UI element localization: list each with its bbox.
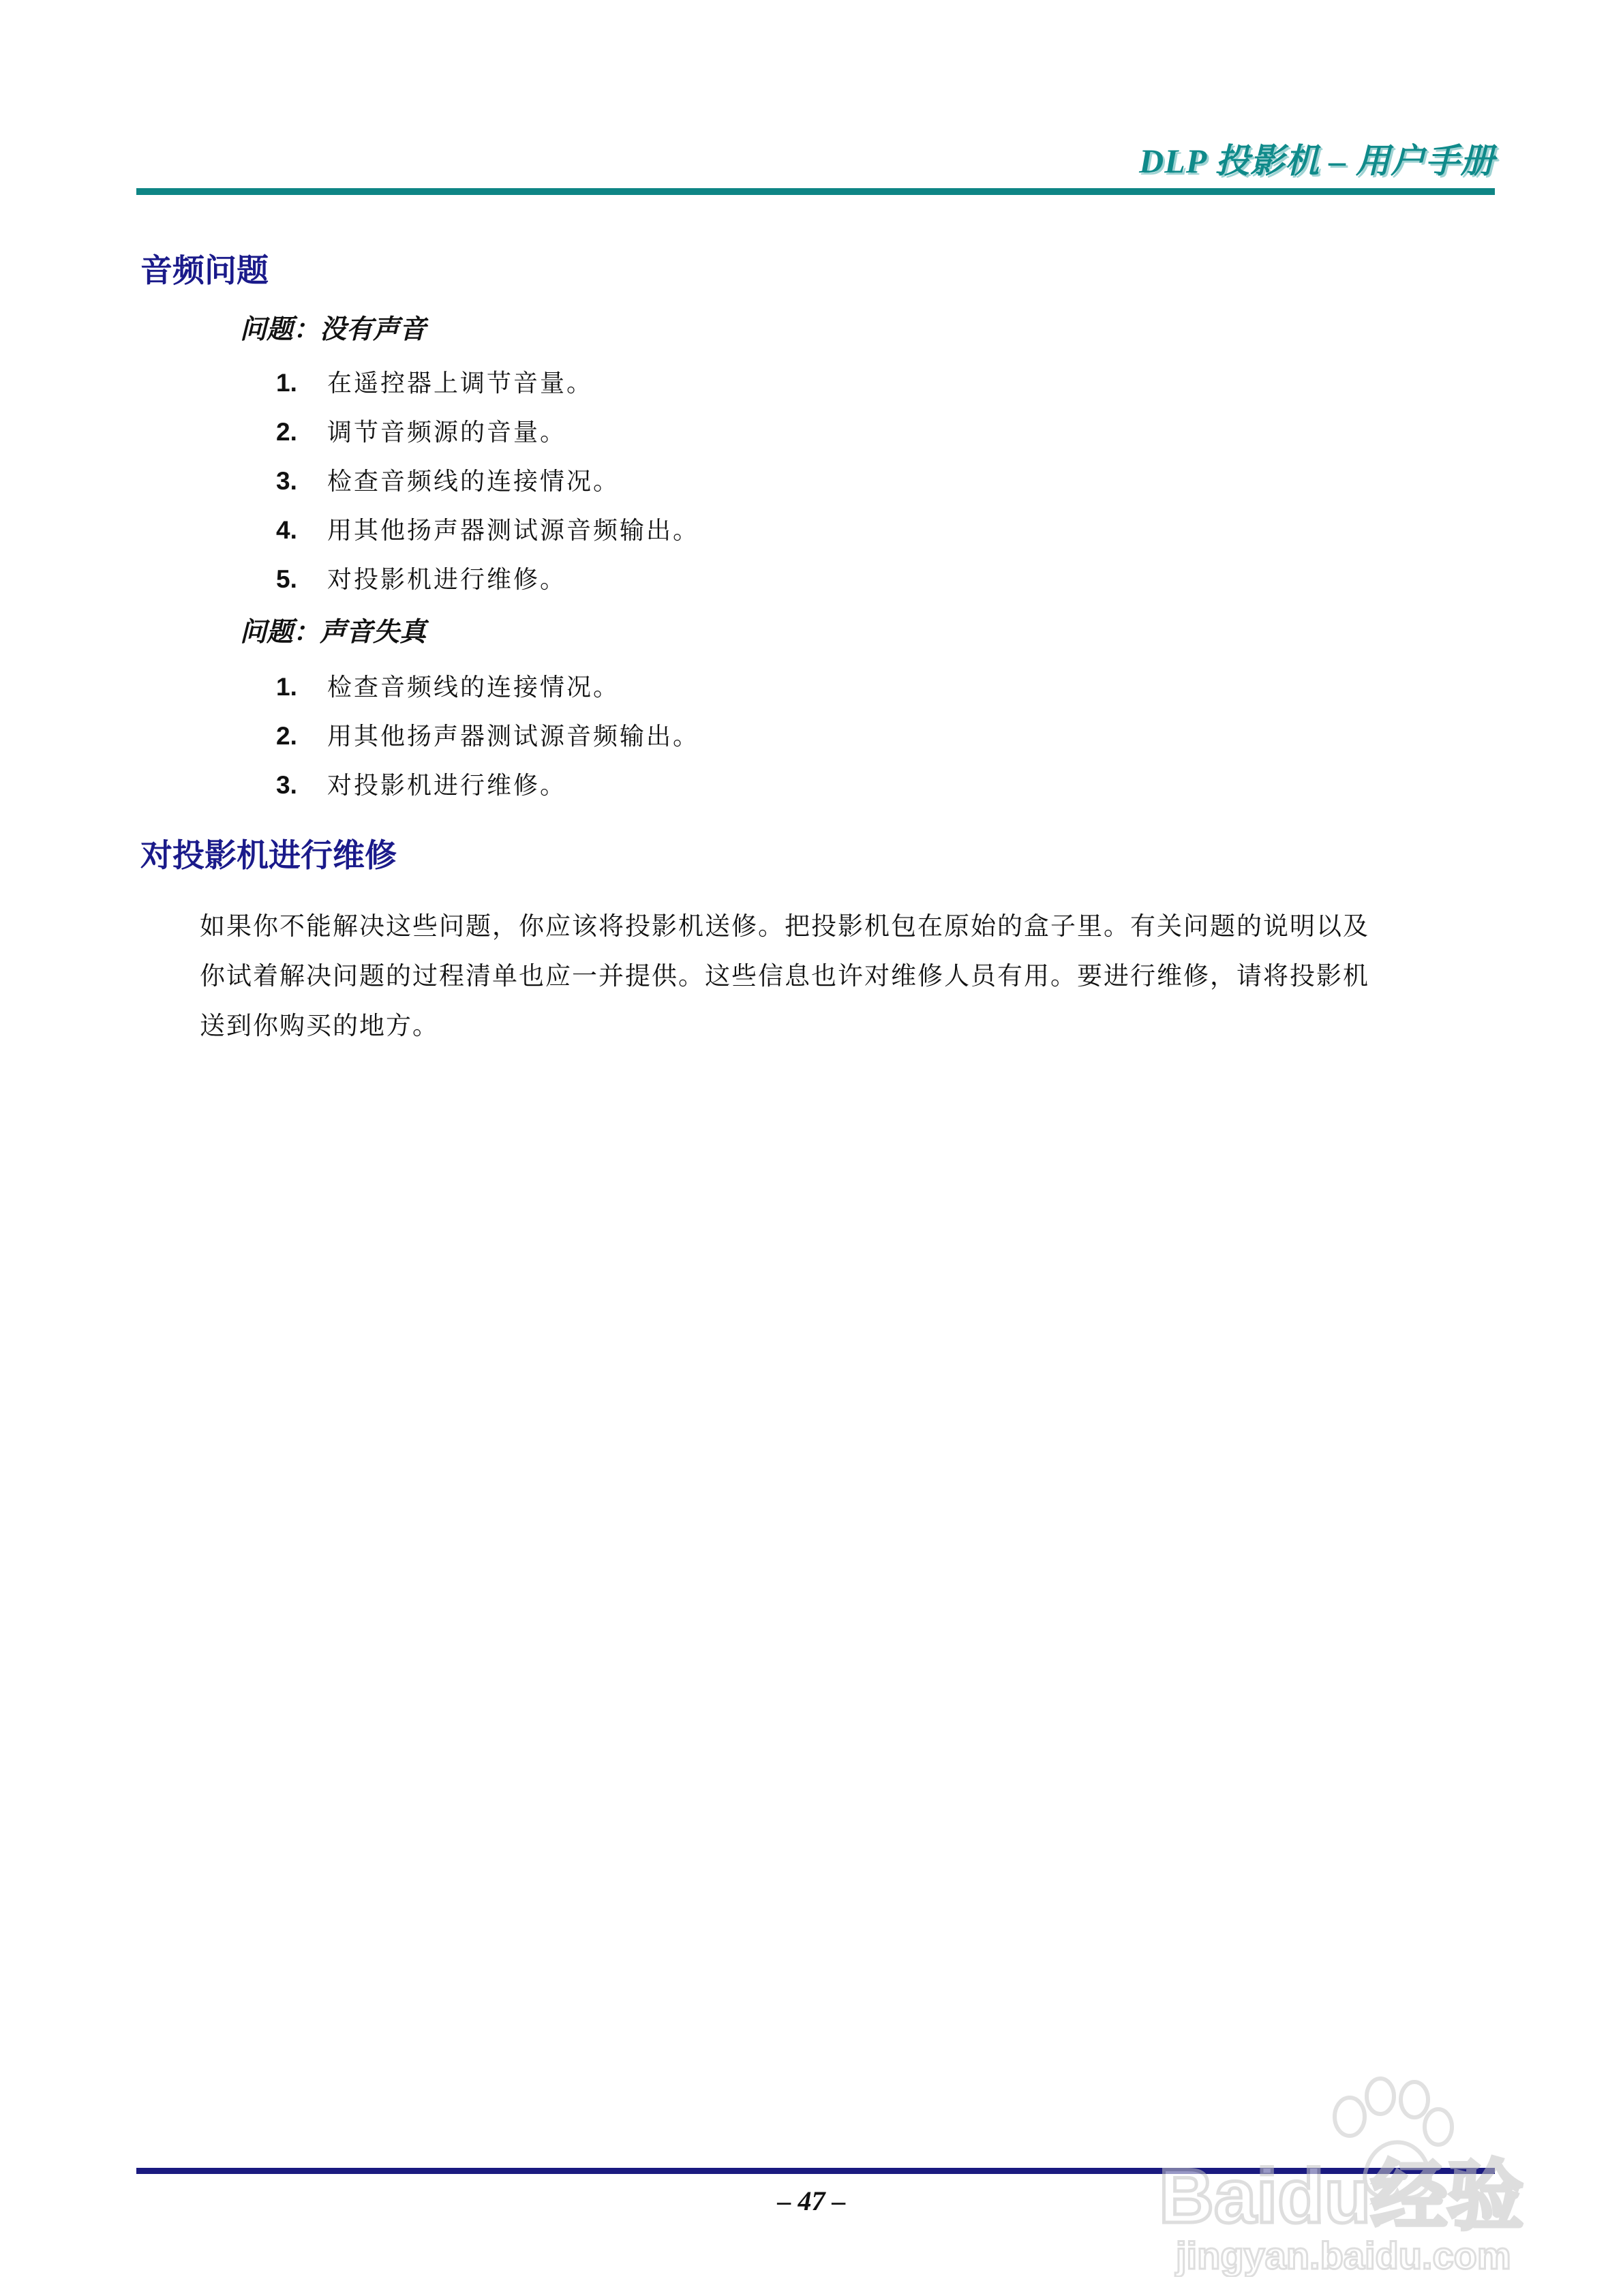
paragraph-line: 送到你购买的地方。 [200,1011,439,1040]
step-number: 4. [276,516,297,544]
paragraph-line: 如果你不能解决这些问题，你应该将投影机送修。把投影机包在原始的盒子里。有关问题的说明以及 [200,911,1369,941]
step-text: 对投影机进行维修。 [327,566,567,594]
step-text: 用其他扬声器测试源音频输出。 [327,723,700,751]
step-text: 在遥控器上调节音量。 [327,369,594,397]
header-divider [136,188,1495,195]
watermark-brand: Baidu经验 [1159,2154,1524,2239]
list-item [276,668,620,703]
running-header: DLP 投影机 – 用户手册 [1139,142,1495,180]
step-text: 检查音频线的连接情况。 [327,674,620,701]
list-item [276,766,566,801]
section-heading-audio: 音频问题 [140,252,269,290]
list-item [276,364,593,399]
step-number: 2. [276,418,297,446]
step-number: 2. [276,722,297,750]
step-text: 检查音频线的连接情况。 [327,468,620,496]
section-heading-service: 对投影机进行维修 [140,837,397,875]
list-item [276,462,620,497]
step-number: 3. [276,467,297,495]
step-text: 对投影机进行维修。 [327,772,567,800]
page-number: – 47 – [777,2186,846,2216]
baidu-watermark-logo [1145,2052,1541,2277]
paragraph-line: 你试着解决问题的过程清单也应一并提供。这些信息也许对维修人员有用。要进行维修，请将投影机 [200,961,1369,991]
list-item [276,511,699,546]
step-number: 5. [276,565,297,593]
step-text: 调节音频源的音量。 [327,419,567,447]
step-number: 1. [276,369,297,397]
list-item [276,717,699,752]
step-number: 3. [276,771,297,799]
service-paragraph [200,901,1495,1051]
step-text: 用其他扬声器测试源音频输出。 [327,517,700,545]
list-item [276,413,566,448]
problem-title-distorted-sound: 问题：声音失真 [240,617,427,648]
list-item [276,560,566,595]
watermark-url: jingyan.baidu.com [1176,2234,1511,2277]
problem-title-no-sound: 问题：没有声音 [240,314,427,345]
step-number: 1. [276,673,297,701]
